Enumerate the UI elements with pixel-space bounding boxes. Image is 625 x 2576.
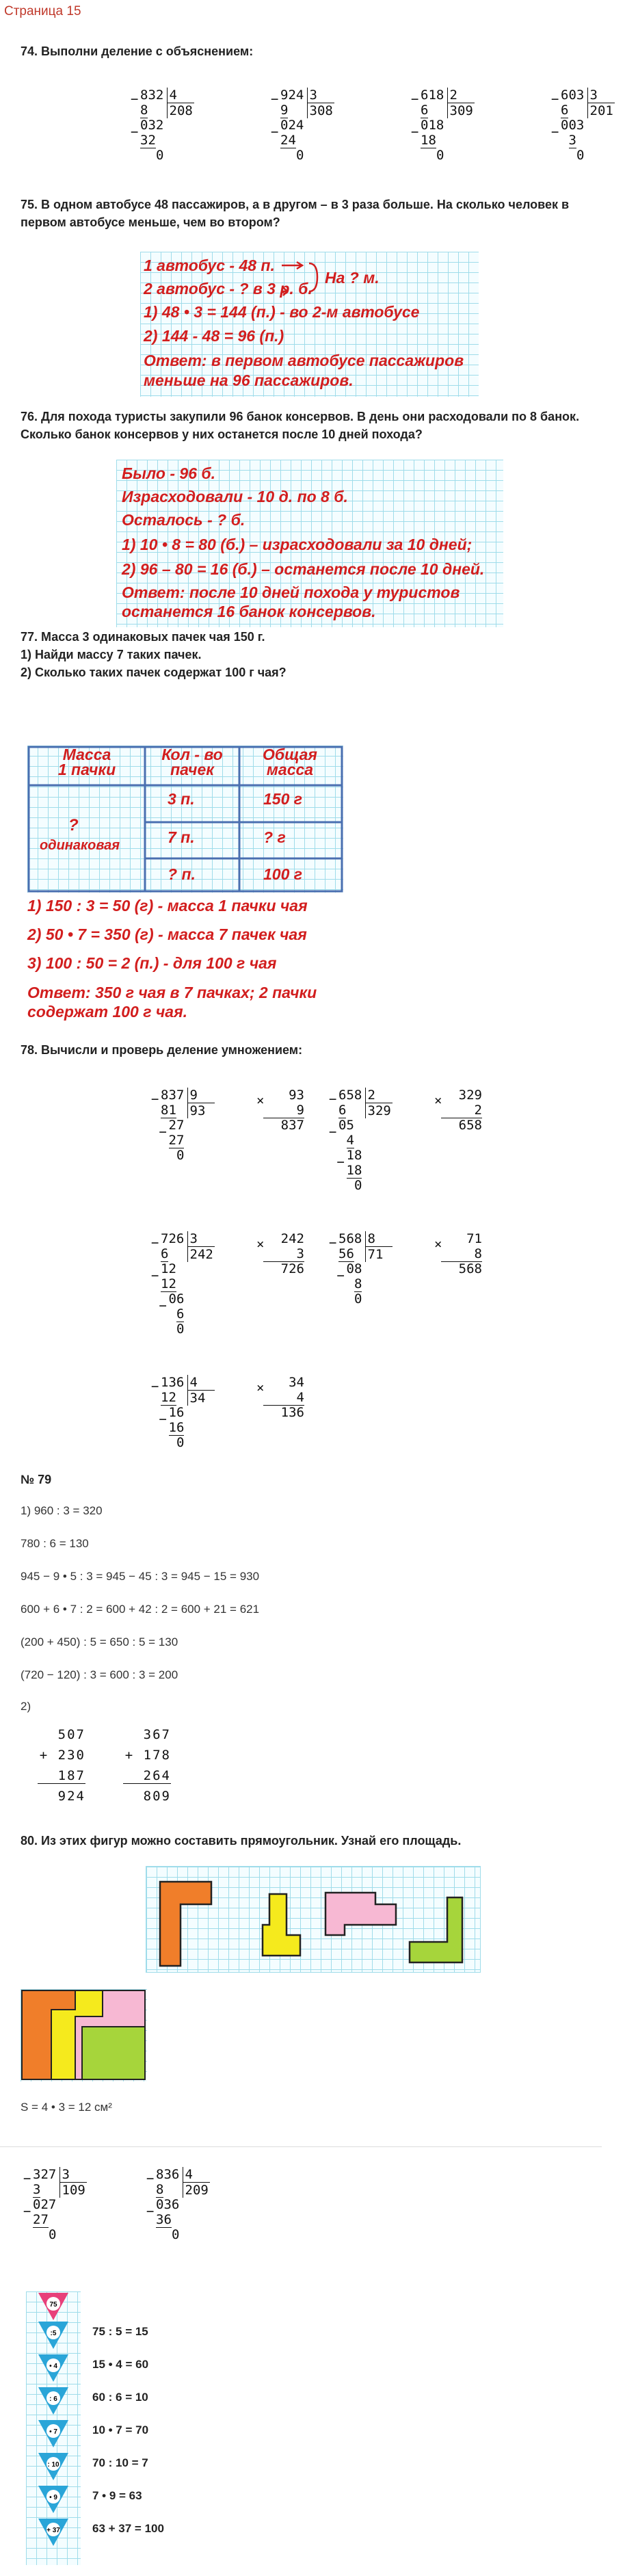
mult-factor-2: 4 xyxy=(263,1390,304,1406)
shapes-svg xyxy=(146,1867,481,1973)
quotient: 308 xyxy=(307,103,334,118)
divisor: 4 xyxy=(183,2167,193,2182)
minus-sign: − xyxy=(131,92,139,107)
add-line: 809 xyxy=(143,1789,171,1804)
task-77-title: 77. Масса 3 одинаковых пачек чая 150 г. xyxy=(21,630,265,644)
remainder-step: 003 xyxy=(561,118,585,133)
dividend: 327 xyxy=(33,2167,57,2182)
remainder-step: 0 xyxy=(576,148,585,163)
divisor: 4 xyxy=(187,1375,198,1390)
minus-sign: − xyxy=(159,1125,167,1140)
quotient: 71 xyxy=(365,1246,393,1262)
divisor: 3 xyxy=(59,2167,70,2182)
task-75-grid xyxy=(140,252,479,397)
t76-line-2: Израсходовали - 10 д. по 8 б. xyxy=(122,488,348,505)
yellow-shape xyxy=(263,1894,300,1956)
mult-factor-1: 34 xyxy=(289,1375,304,1390)
task-76-title: 76. Для похода туристы закупили 96 банок консервов. В день они расходовали по 8 банок. Сколько банок консервов у них останется после 10 дней похода? xyxy=(21,410,580,441)
remainder-step: 0 xyxy=(436,148,444,163)
chain-step-label: • 7 xyxy=(49,2428,57,2436)
th-total xyxy=(242,747,338,777)
mult-factor-2: 8 xyxy=(441,1246,482,1262)
remainder-step: 9 xyxy=(280,103,289,118)
remainder-step: 08 xyxy=(346,1261,362,1276)
remainder-step: 6 xyxy=(161,1246,169,1261)
remainder-step: 81 xyxy=(161,1103,176,1118)
remainder-step: 8 xyxy=(140,103,148,118)
t75-line-4: 1) 48 • 3 = 144 (п.) - во 2-м автобусе xyxy=(144,303,420,321)
remainder-step: 05 xyxy=(338,1118,354,1133)
quotient: 309 xyxy=(447,103,475,118)
remainder-step: 018 xyxy=(421,118,444,133)
remainder-step: 12 xyxy=(161,1390,176,1405)
chain-start-label: 75 xyxy=(49,2301,57,2309)
t76-line-1: Было - 96 б. xyxy=(122,464,216,482)
chain-grid xyxy=(26,2291,81,2565)
minus-sign: − xyxy=(146,2204,155,2219)
remainder-step: 16 xyxy=(168,1405,185,1420)
t76-line-5: 2) 96 – 80 = 16 (б.) – останется после 10 дней. xyxy=(122,560,485,578)
t77-line-4: Ответ: 350 г чая в 7 пачках; 2 пачки xyxy=(27,984,317,1001)
t76-line-7: останется 16 банок консервов. xyxy=(122,603,376,620)
remainder-step: 27 xyxy=(168,1133,185,1148)
minus-sign: − xyxy=(336,1155,345,1170)
times-sign: × xyxy=(256,1237,265,1252)
remainder-step: 0 xyxy=(296,148,304,163)
t79-line-7: 2) xyxy=(21,1700,31,1713)
minus-sign: − xyxy=(329,1125,337,1140)
t79-line-2: 780 : 6 = 130 xyxy=(21,1537,89,1550)
divider xyxy=(0,2146,602,2147)
task-77-q1: 1) Найди массу 7 таких пачек. xyxy=(21,648,202,661)
task-79-title: № 79 xyxy=(21,1473,52,1486)
dividend: 836 xyxy=(156,2167,180,2182)
orange-shape xyxy=(160,1882,211,1966)
mult-factor-1: 93 xyxy=(289,1088,304,1103)
chain-equation: 10 • 7 = 70 xyxy=(92,2423,149,2436)
divisor: 4 xyxy=(167,88,177,103)
remainder-step: 8 xyxy=(156,2182,164,2197)
minus-sign: − xyxy=(131,124,139,140)
rectangle-assembled xyxy=(21,1989,147,2081)
t79-line-3: 945 − 9 • 5 : 3 = 945 − 45 : 3 = 945 − 15 = 930 xyxy=(21,1570,260,1583)
times-sign: × xyxy=(256,1380,265,1395)
quotient: 329 xyxy=(365,1103,393,1118)
chain-step-label: : 10 xyxy=(47,2461,59,2469)
remainder-step: 8 xyxy=(354,1276,362,1291)
add-line: 367 xyxy=(143,1727,171,1742)
remainder-step: 27 xyxy=(33,2212,49,2227)
quotient: 34 xyxy=(187,1390,215,1406)
remainder-step: 3 xyxy=(33,2182,41,2197)
divisor: 9 xyxy=(187,1088,198,1103)
chain-step-label: + 37 xyxy=(46,2527,60,2534)
remainder-step: 0 xyxy=(176,1148,185,1163)
minus-sign: − xyxy=(336,1268,345,1283)
minus-sign: − xyxy=(151,1092,159,1107)
remainder-step: 027 xyxy=(33,2197,57,2212)
remainder-step: 18 xyxy=(421,133,436,148)
mult-factor-2: 9 xyxy=(263,1103,304,1118)
chain-equation: 15 • 4 = 60 xyxy=(92,2358,149,2371)
chain-equation: 7 • 9 = 63 xyxy=(92,2489,142,2502)
remainder-step: 024 xyxy=(280,118,304,133)
cell-q: ? xyxy=(68,816,79,834)
quotient: 208 xyxy=(167,103,194,118)
minus-sign: − xyxy=(551,92,559,107)
task-74-title: 74. Выполни деление с объяснением: xyxy=(21,44,254,58)
remainder-step: 16 xyxy=(168,1420,185,1435)
minus-sign: − xyxy=(329,1092,337,1107)
remainder-step: 27 xyxy=(168,1118,185,1133)
remainder-step: 0 xyxy=(354,1291,362,1306)
t75-line-5: 2) 144 - 48 = 96 (п.) xyxy=(144,327,284,345)
rectangle-svg xyxy=(21,1989,147,2081)
quotient: 109 xyxy=(59,2182,87,2198)
chain-step-label: :5 xyxy=(50,2330,57,2337)
mult-factor-1: 242 xyxy=(280,1231,304,1246)
cell-r2-c2: 7 п. xyxy=(168,828,195,846)
th-mass-a: Масса xyxy=(62,746,111,763)
dividend: 837 xyxy=(161,1088,185,1103)
chain-equation: 75 : 5 = 15 xyxy=(92,2325,148,2338)
th-count-b: пачек xyxy=(170,761,214,778)
t75-line-6: Ответ: в первом автобусе пассажиров xyxy=(144,352,464,369)
cell-r3-c3: 100 г xyxy=(263,865,303,883)
t79-line-5: (200 + 450) : 5 = 650 : 5 = 130 xyxy=(21,1635,178,1648)
minus-sign: − xyxy=(151,1268,159,1283)
task-76-grid xyxy=(116,460,503,627)
th-total-a: Общая xyxy=(263,746,317,763)
cell-same: одинаковая xyxy=(40,838,120,853)
add-line: 507 xyxy=(57,1727,85,1742)
add-line: 924 xyxy=(57,1789,85,1804)
t76-line-3: Осталось - ? б. xyxy=(122,511,245,529)
minus-sign: − xyxy=(23,2204,31,2219)
t75-line-7: меньше на 96 пассажиров. xyxy=(144,371,354,389)
t77-line-5: содержат 100 г чая. xyxy=(27,1003,188,1021)
shapes-grid xyxy=(146,1866,481,1973)
mult-product: 136 xyxy=(280,1405,304,1420)
dividend: 924 xyxy=(280,88,304,103)
add-line: + 178 xyxy=(124,1748,171,1763)
chain-equation: 70 : 10 = 7 xyxy=(92,2456,148,2469)
add-line: + 230 xyxy=(39,1748,85,1763)
remainder-step: 4 xyxy=(346,1133,354,1148)
dividend: 832 xyxy=(140,88,164,103)
chain-step-label: • 9 xyxy=(49,2494,57,2501)
mult-product: 837 xyxy=(280,1118,304,1133)
dividend: 618 xyxy=(421,88,444,103)
th-mass-b: 1 пачки xyxy=(57,761,116,778)
minus-sign: − xyxy=(329,1235,337,1250)
th-count xyxy=(148,747,237,777)
th-count-a: Кол - во xyxy=(161,746,223,763)
t76-line-6: Ответ: после 10 дней похода у туристов xyxy=(122,583,460,601)
t77-line-2: 2) 50 • 7 = 350 (г) - масса 7 пачек чая xyxy=(27,925,307,943)
chain-svg xyxy=(26,2291,81,2565)
quotient: 93 xyxy=(187,1103,215,1118)
remainder-step: 12 xyxy=(161,1276,176,1291)
cell-r2-c3: ? г xyxy=(263,828,286,846)
dividend: 136 xyxy=(161,1375,185,1390)
remainder-step: 0 xyxy=(354,1178,362,1193)
minus-sign: − xyxy=(159,1298,167,1313)
remainder-step: 06 xyxy=(168,1291,185,1306)
chain-equation: 60 : 6 = 10 xyxy=(92,2391,148,2404)
mult-product: 726 xyxy=(280,1261,304,1276)
minus-sign: − xyxy=(411,92,419,107)
times-sign: × xyxy=(434,1093,442,1108)
divisor: 2 xyxy=(447,88,457,103)
divisor: 3 xyxy=(307,88,317,103)
remainder-step: 6 xyxy=(421,103,429,118)
t77-line-3: 3) 100 : 50 = 2 (п.) - для 100 г чая xyxy=(27,954,277,972)
dividend: 726 xyxy=(161,1231,185,1246)
task-80-title: 80. Из этих фигур можно составить прямоугольник. Узнай его площадь. xyxy=(21,1834,462,1848)
task-77-q2: 2) Сколько таких пачек содержат 100 г чая? xyxy=(21,666,287,679)
remainder-step: 036 xyxy=(156,2197,180,2212)
divisor: 2 xyxy=(365,1088,375,1103)
times-sign: × xyxy=(256,1093,265,1108)
remainder-step: 24 xyxy=(280,133,296,148)
minus-sign: − xyxy=(411,124,419,140)
mult-product: 658 xyxy=(458,1118,482,1133)
remainder-step: 0 xyxy=(176,1322,185,1337)
mult-factor-2: 3 xyxy=(263,1246,304,1262)
divisor: 8 xyxy=(365,1231,375,1246)
remainder-step: 3 xyxy=(568,133,576,148)
cell-r1-c2: 3 п. xyxy=(168,790,195,808)
cell-r3-c2: ? п. xyxy=(168,865,196,883)
mult-factor-2: 2 xyxy=(441,1103,482,1118)
chain-step-label: : 6 xyxy=(49,2395,57,2403)
minus-sign: − xyxy=(151,1379,159,1394)
mult-factor-1: 329 xyxy=(458,1088,482,1103)
chain-equation: 63 + 37 = 100 xyxy=(92,2522,164,2535)
times-sign: × xyxy=(434,1237,442,1252)
remainder-step: 18 xyxy=(346,1148,362,1163)
task-78-title: 78. Вычисли и проверь деление умножением: xyxy=(21,1043,303,1057)
quotient: 209 xyxy=(183,2182,210,2198)
minus-sign: − xyxy=(23,2171,31,2186)
add-line: 187 xyxy=(38,1768,85,1784)
quotient: 242 xyxy=(187,1246,215,1262)
green-shape xyxy=(410,1897,462,1962)
chain-step-label: • 4 xyxy=(49,2363,57,2370)
mult-factor-1: 71 xyxy=(466,1231,482,1246)
t76-line-4: 1) 10 • 8 = 80 (б.) – израсходовали за 10 дней; xyxy=(122,536,473,553)
minus-sign: − xyxy=(151,1235,159,1250)
divisor: 3 xyxy=(587,88,598,103)
remainder-step: 032 xyxy=(140,118,164,133)
t75-line-3: На ? м. xyxy=(325,269,380,287)
dividend: 658 xyxy=(338,1088,362,1103)
page-title: Страница 15 xyxy=(4,4,81,18)
t79-line-1: 1) 960 : 3 = 320 xyxy=(21,1504,103,1517)
minus-sign: − xyxy=(146,2171,155,2186)
minus-sign: − xyxy=(271,124,279,140)
minus-sign: − xyxy=(551,124,559,140)
th-total-b: масса xyxy=(266,761,314,778)
remainder-step: 0 xyxy=(176,1435,185,1450)
remainder-step: 18 xyxy=(346,1163,362,1178)
t80-answer: S = 4 • 3 = 12 см² xyxy=(21,2101,112,2114)
dividend: 568 xyxy=(338,1231,362,1246)
remainder-step: 6 xyxy=(561,103,569,118)
remainder-step: 32 xyxy=(140,133,156,148)
cell-r1-c3: 150 г xyxy=(263,790,303,808)
divisor: 3 xyxy=(187,1231,198,1246)
remainder-step: 12 xyxy=(161,1261,176,1276)
remainder-step: 0 xyxy=(172,2227,180,2242)
pink-shape xyxy=(325,1893,396,1935)
minus-sign: − xyxy=(271,92,279,107)
t79-line-4: 600 + 6 • 7 : 2 = 600 + 42 : 2 = 600 + 21 = 621 xyxy=(21,1603,260,1616)
t75-line-1: 1 автобус - 48 п. xyxy=(144,257,275,274)
t75-line-2: 2 автобус - ? в 3 р. б. xyxy=(144,280,312,298)
add-line: 264 xyxy=(123,1768,171,1784)
task-77-table xyxy=(27,746,343,893)
remainder-step: 0 xyxy=(156,148,164,163)
remainder-step: 56 xyxy=(338,1246,354,1261)
remainder-step: 6 xyxy=(176,1306,185,1322)
th-mass-1 xyxy=(42,747,131,777)
remainder-step: 36 xyxy=(156,2212,172,2227)
dividend: 603 xyxy=(561,88,585,103)
remainder-step: 6 xyxy=(338,1103,347,1118)
remainder-step: 0 xyxy=(49,2227,57,2242)
minus-sign: − xyxy=(159,1412,167,1427)
task-75-title: 75. В одном автобусе 48 пассажиров, а в другом – в 3 раза больше. На сколько человек в первом автобусе меньше, чем во втором? xyxy=(21,198,570,229)
t77-line-1: 1) 150 : 3 = 50 (г) - масса 1 пачки чая xyxy=(27,897,308,915)
quotient: 201 xyxy=(587,103,615,118)
t79-line-6: (720 − 120) : 3 = 600 : 3 = 200 xyxy=(21,1668,178,1681)
mult-product: 568 xyxy=(458,1261,482,1276)
